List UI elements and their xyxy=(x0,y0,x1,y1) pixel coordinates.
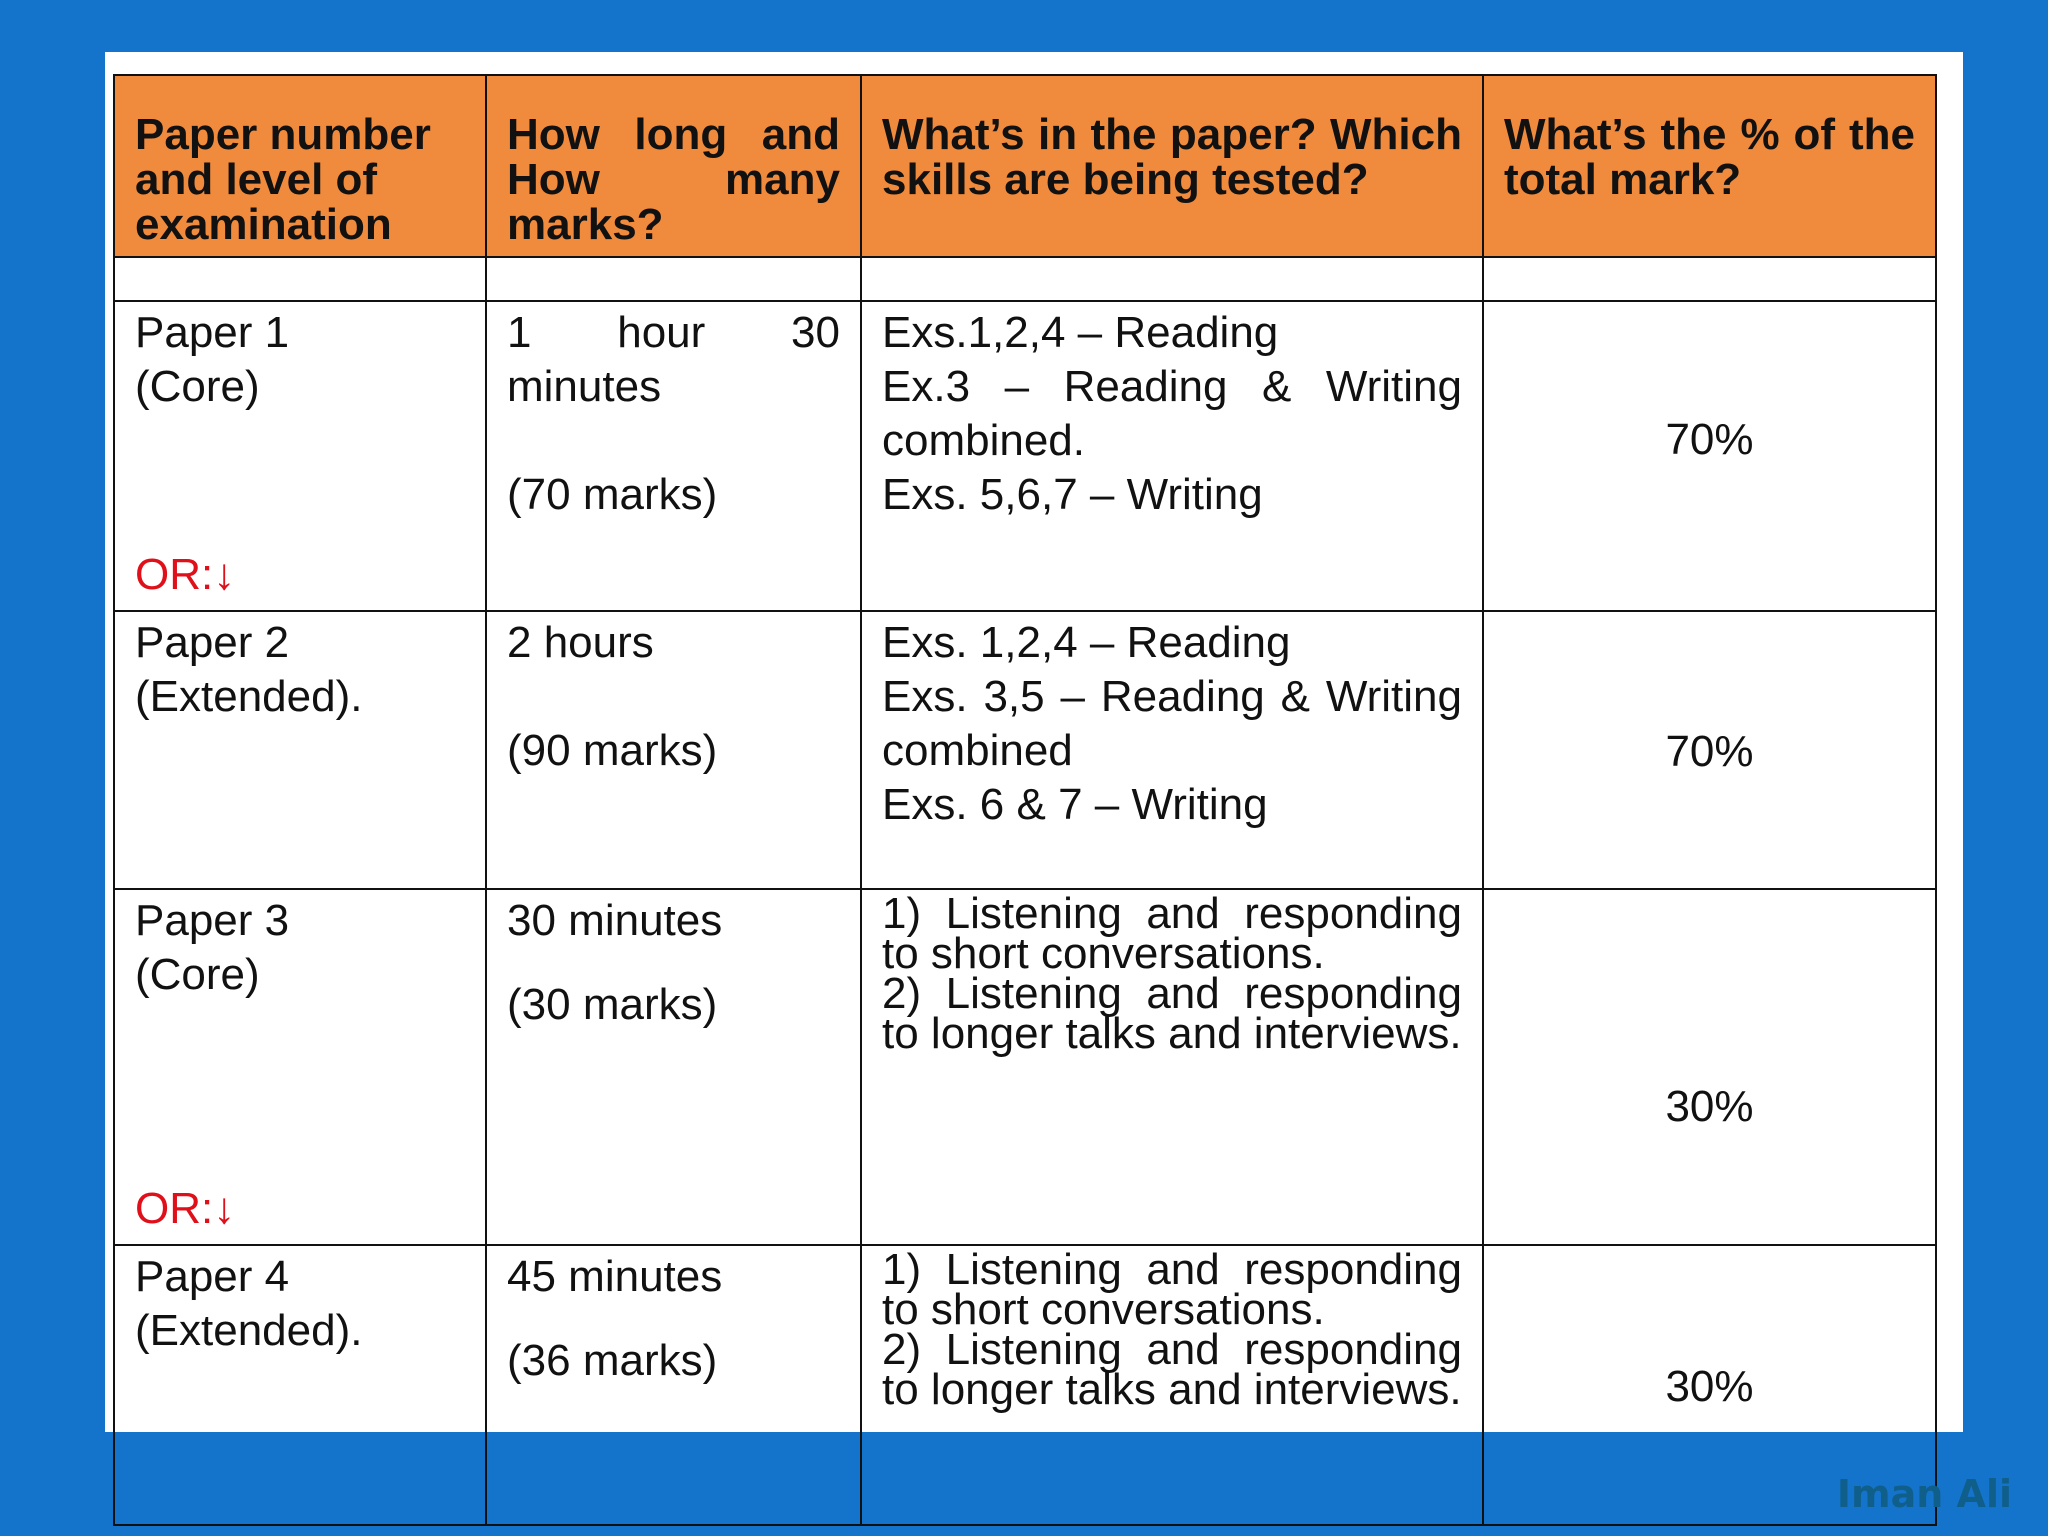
duration-cell xyxy=(486,889,861,1245)
percent-cell: 30% xyxy=(1483,889,1936,1245)
header-paper-number: Paper number and level of examination xyxy=(114,75,486,257)
marks: (36 marks) xyxy=(507,1336,718,1385)
or-indicator: OR:↓ xyxy=(135,1184,236,1233)
content-cell xyxy=(861,889,1483,1245)
duration: 45 minutes xyxy=(507,1252,723,1301)
spacer-cell xyxy=(1483,257,1936,301)
paper-level: (Extended). xyxy=(135,1306,363,1355)
paper-label: Paper 2 xyxy=(135,618,290,667)
content-line: Exs. 1,2,4 – Reading xyxy=(882,618,1291,667)
content-line: 2) Listening and responding to longer talks and interviews. xyxy=(882,969,1462,1058)
table-row xyxy=(114,301,1936,611)
table-row xyxy=(114,611,1936,889)
percent-cell: 70% xyxy=(1483,301,1936,611)
duration-cell xyxy=(486,1245,861,1525)
paper-label: Paper 4 xyxy=(135,1252,290,1301)
paper-level: (Extended). xyxy=(135,672,363,721)
content-cell xyxy=(861,301,1483,611)
duration: 1 hour 30 minutes xyxy=(507,308,840,411)
content-line: Exs. 5,6,7 – Writing xyxy=(882,470,1263,519)
paper-cell xyxy=(114,1245,486,1525)
watermark-text: Iman Ali xyxy=(1836,1472,2012,1516)
marks: (30 marks) xyxy=(507,980,718,1029)
header-content-skills: What’s in the paper? Which skills are being tested? xyxy=(861,75,1483,257)
content-line: Exs.1,2,4 – Reading xyxy=(882,308,1279,357)
spacer-cell xyxy=(486,257,861,301)
paper-label: Paper 3 xyxy=(135,896,290,945)
spacer-cell xyxy=(861,257,1483,301)
or-indicator: OR:↓ xyxy=(135,550,236,599)
paper-cell xyxy=(114,889,486,1245)
content-line: 2) Listening and responding to longer talks and interviews. xyxy=(882,1325,1462,1414)
content-line: 1) Listening and responding to short conversations. xyxy=(882,889,1462,978)
marks: (90 marks) xyxy=(507,726,718,775)
duration-cell xyxy=(486,611,861,889)
marks: (70 marks) xyxy=(507,470,718,519)
content-cell xyxy=(861,611,1483,889)
percent-cell: 70% xyxy=(1483,611,1936,889)
paper-level: (Core) xyxy=(135,950,260,999)
spacer-cell xyxy=(114,257,486,301)
content-cell xyxy=(861,1245,1483,1525)
duration: 2 hours xyxy=(507,618,654,667)
slide xyxy=(105,52,1963,1432)
paper-label: Paper 1 xyxy=(135,308,290,357)
table-row xyxy=(114,889,1936,1245)
header-row xyxy=(114,75,1936,257)
duration: 30 minutes xyxy=(507,896,723,945)
paper-cell xyxy=(114,611,486,889)
content-line: Exs. 6 & 7 – Writing xyxy=(882,780,1268,829)
table-row xyxy=(114,1245,1936,1525)
content-line: 1) Listening and responding to short conversations. xyxy=(882,1245,1462,1334)
exam-table xyxy=(113,74,1937,1526)
content-line: Exs. 3,5 – Reading & Writing combined xyxy=(882,672,1462,775)
header-percent: What’s the % of the total mark? xyxy=(1483,75,1936,257)
percent-cell: 30% xyxy=(1483,1245,1936,1525)
header-duration-marks: How long and How many marks? xyxy=(486,75,861,257)
duration-cell xyxy=(486,301,861,611)
spacer-row xyxy=(114,257,1936,301)
paper-level: (Core) xyxy=(135,362,260,411)
content-line: Ex.3 – Reading & Writing combined. xyxy=(882,362,1462,465)
paper-cell xyxy=(114,301,486,611)
